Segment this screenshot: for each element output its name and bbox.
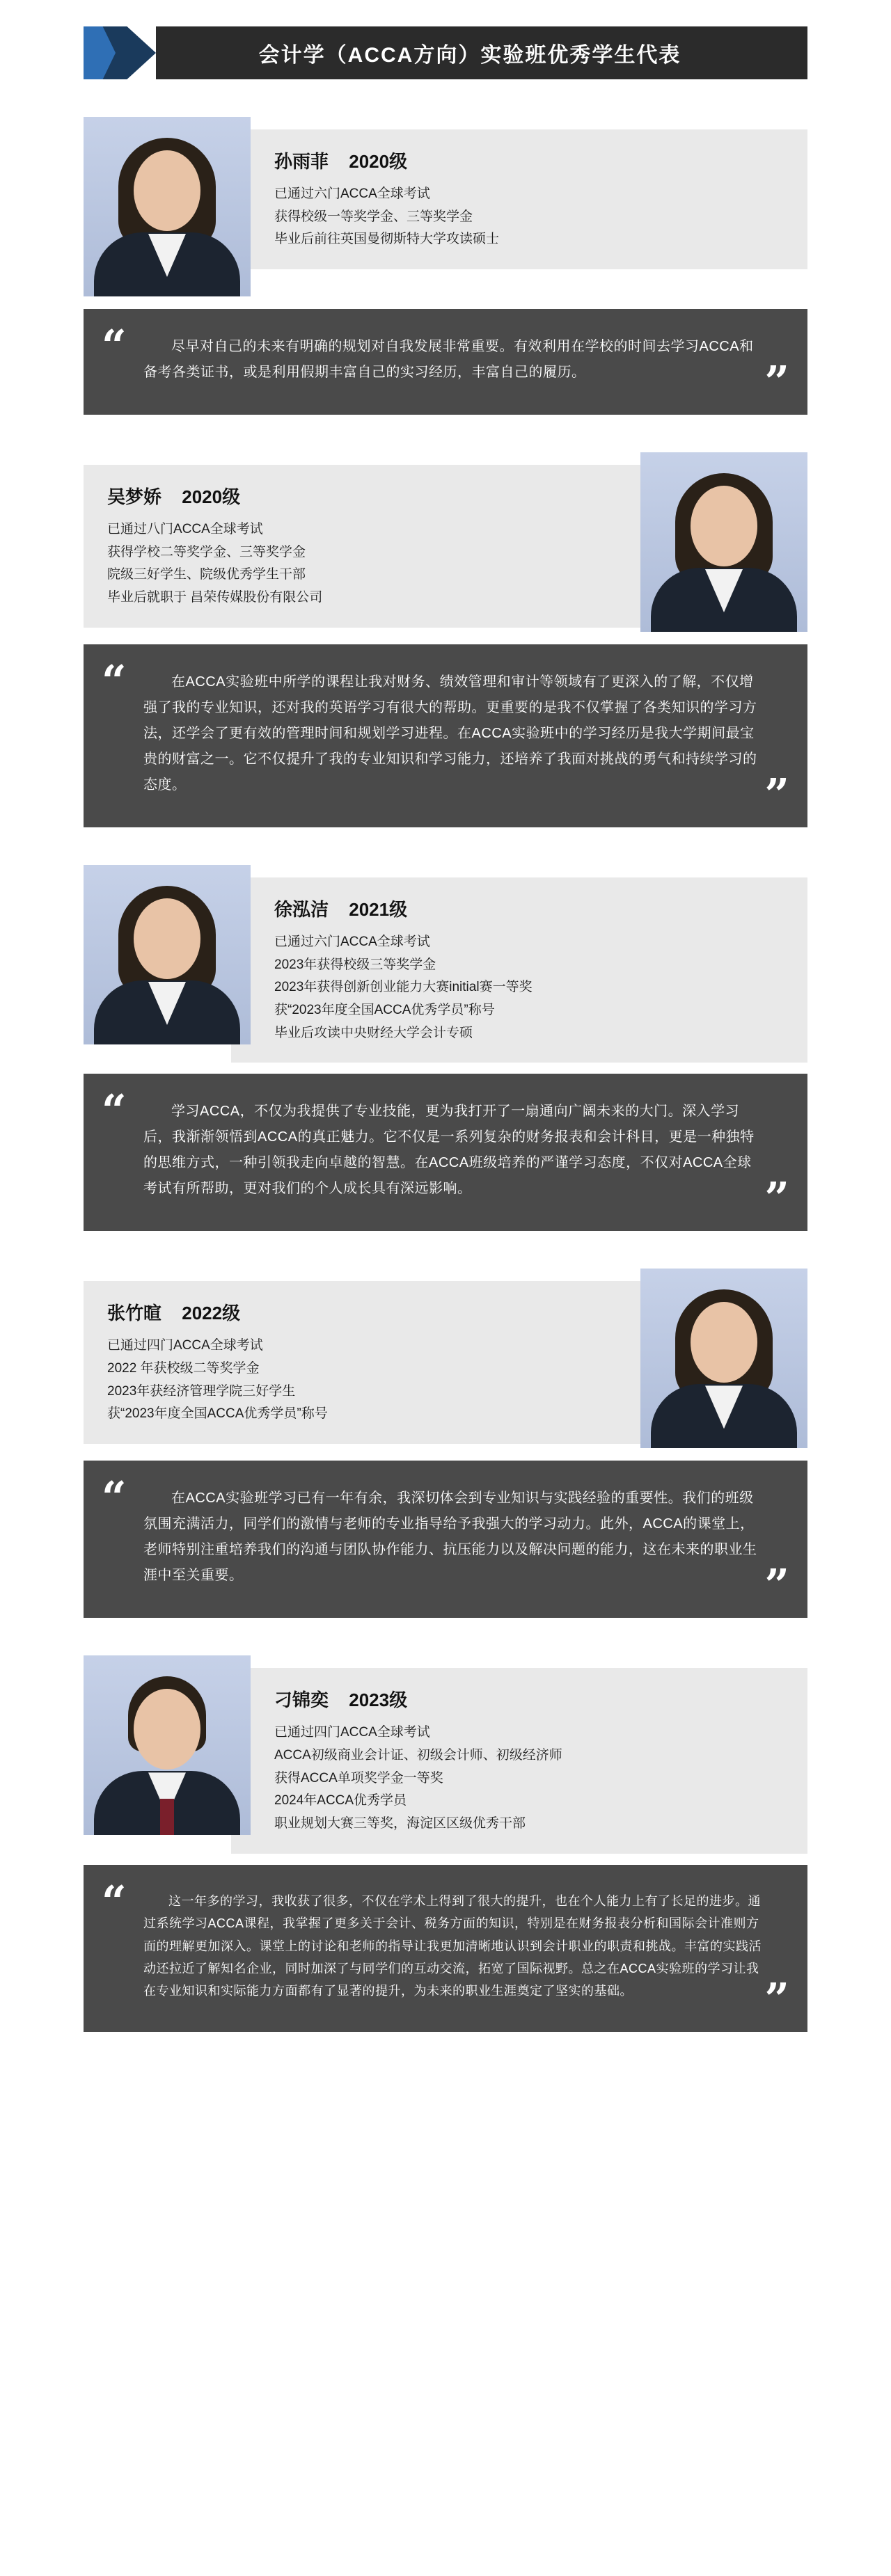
student-card <box>0 1231 891 1618</box>
avatar <box>84 117 251 296</box>
quote-open-icon: “ <box>102 1472 127 1523</box>
profile-row <box>84 1655 807 1853</box>
quote-card <box>84 644 807 827</box>
list-item: 2023年获经济管理学院三好学生 <box>107 1383 296 1399</box>
header-banner <box>0 0 891 79</box>
student-card <box>0 415 891 827</box>
quote-close-icon: ” <box>764 1559 789 1611</box>
achievement-list <box>274 1722 784 1835</box>
quote-text: 学习ACCA，不仅为我提供了专业技能，更为我打开了一扇通向广阔未来的大门。深入学习后，我渐渐领悟到ACCA的真正魅力。它不仅是一系列复杂的财务报表和会计科目，更是一种独特的思维方式，一种引领我走向卓越的智慧。在ACCA班级培养的严谨学习态度，不仅对ACCA全球考试有所帮助，更对我们的个人成长具有深远影响。 <box>143 1104 755 1197</box>
avatar <box>640 1269 807 1448</box>
student-card <box>0 79 891 415</box>
quote-text: 在ACCA实验班学习已有一年有余，我深切体会到专业知识与实践经验的重要性。我们的班级氛围充满活力，同学们的激情与老师的专业指导给予我强大的学习动力。此外，ACCA的课堂上，老师特别注重培养我们的沟通与团队协作能力、抗压能力以及解决问题的能力，这在未来的职业生涯中至关重要。 <box>143 1490 757 1584</box>
student-name: 刁锦奕 <box>274 1689 329 1711</box>
list-item: 已通过四门ACCA全球考试 <box>274 1725 430 1740</box>
avatar <box>84 865 251 1044</box>
profile-info <box>84 1281 660 1444</box>
list-item: 毕业后前往英国曼彻斯特大学攻读硕士 <box>274 232 500 247</box>
list-item: 获“2023年度全国ACCA优秀学员”称号 <box>107 1406 328 1422</box>
achievement-list <box>107 518 617 610</box>
list-item: 获得校级一等奖学金、三等奖学金 <box>274 209 473 224</box>
student-grade: 2020级 <box>349 151 408 172</box>
profile-row <box>84 1269 807 1449</box>
profile-info <box>84 465 660 628</box>
achievement-list <box>107 1335 617 1426</box>
student-name-line <box>107 483 617 509</box>
quote-card <box>84 1865 807 2032</box>
student-name-line <box>274 148 784 173</box>
quote-close-icon: ” <box>764 1973 789 2024</box>
student-name: 张竹暄 <box>107 1303 162 1324</box>
list-item: 2022 年获校级二等奖学金 <box>107 1361 260 1376</box>
quote-close-icon: ” <box>764 356 789 407</box>
profile-info <box>231 877 807 1063</box>
student-grade: 2023级 <box>349 1689 408 1711</box>
quote-text: 在ACCA实验班中所学的课程让我对财务、绩效管理和审计等领域有了更深入的了解，不仅增强了我的专业知识，还对我的英语学习有很大的帮助。更重要的是我不仅掌握了各类知识的学习方法，还学会了更有效的管理时间和规划学习进程。在ACCA实验班中的学习经历是我大学期间最宝贵的财富之一。它不仅提升了我的专业知识和学习能力，还培养了我面对挑战的勇气和持续学习的态度。 <box>143 674 757 793</box>
quote-card <box>84 1461 807 1618</box>
list-item: ACCA初级商业会计证、初级会计师、初级经济师 <box>274 1748 562 1763</box>
student-grade: 2022级 <box>182 1303 241 1324</box>
quote-close-icon: ” <box>764 1172 789 1224</box>
student-name: 吴梦娇 <box>107 486 162 507</box>
avatar <box>640 452 807 632</box>
list-item: 毕业后就职于 昌荣传媒股份有限公司 <box>107 590 323 605</box>
banner-arrow-icon <box>84 26 156 79</box>
student-card <box>0 1618 891 2031</box>
page-title: 会计学（ACCA方向）实验班优秀学生代表 <box>156 26 807 79</box>
list-item: 2023年获得校级三等奖学金 <box>274 957 436 972</box>
quote-text: 这一年多的学习，我收获了很多，不仅在学术上得到了很大的提升，也在个人能力上有了长足的进步。通过系统学习ACCA课程，我掌握了更多关于会计、税务方面的知识，特别是在财务报表分析和国际会计准则方面的理解更加深入。课堂上的讨论和老师的指导让我更加清晰地认识到会计职业的职责和挑战。丰富的实践活动还拉近了解知名企业，同时加深了与同学们的互动交流，拓宽了国际视野。总之在ACCA实验班的学习让我在专业知识和实际能力方面都有了显著的提升，为未来的职业生涯奠定了坚实的基础。 <box>143 1893 762 1998</box>
profile-row <box>84 117 807 298</box>
list-item: 院级三好学生、院级优秀学生干部 <box>107 567 306 582</box>
list-item: 获“2023年度全国ACCA优秀学员”称号 <box>274 1003 495 1018</box>
student-grade: 2020级 <box>182 486 241 507</box>
quote-text: 尽早对自己的未来有明确的规划对自我发展非常重要。有效利用在学校的时间去学习ACCA和备考各类证书，或是利用假期丰富自己的实习经历，丰富自己的履历。 <box>143 339 754 380</box>
quote-open-icon: “ <box>102 655 127 706</box>
list-item: 毕业后攻读中央财经大学会计专硕 <box>274 1025 473 1040</box>
quote-card <box>84 1074 807 1231</box>
student-name-line <box>274 896 784 921</box>
list-item: 获得学校二等奖学金、三等奖学金 <box>107 544 306 559</box>
list-item: 已通过八门ACCA全球考试 <box>107 522 263 536</box>
student-name: 徐泓洁 <box>274 899 329 920</box>
banner <box>84 26 807 79</box>
list-item: 已通过六门ACCA全球考试 <box>274 935 430 949</box>
achievement-list <box>274 183 784 251</box>
avatar <box>84 1655 251 1835</box>
list-item: 职业规划大赛三等奖，海淀区区级优秀干部 <box>274 1816 526 1831</box>
student-name-line <box>107 1299 617 1325</box>
quote-open-icon: “ <box>102 1875 127 1927</box>
quote-open-icon: “ <box>102 320 127 371</box>
quote-card <box>84 309 807 415</box>
list-item: 已通过六门ACCA全球考试 <box>274 186 430 201</box>
student-name-line <box>274 1686 784 1712</box>
profile-info <box>231 129 807 269</box>
student-name: 孙雨菲 <box>274 151 329 172</box>
profile-row <box>84 452 807 633</box>
list-item: 2024年ACCA优秀学员 <box>274 1793 407 1808</box>
student-grade: 2021级 <box>349 899 408 920</box>
profile-info <box>231 1668 807 1853</box>
profile-row <box>84 865 807 1063</box>
student-card <box>0 827 891 1231</box>
list-item: 2023年获得创新创业能力大赛initial赛一等奖 <box>274 980 533 995</box>
list-item: 获得ACCA单项奖学金一等奖 <box>274 1770 443 1786</box>
quote-open-icon: “ <box>102 1085 127 1136</box>
quote-close-icon: ” <box>764 769 789 820</box>
achievement-list <box>274 931 784 1044</box>
list-item: 已通过四门ACCA全球考试 <box>107 1338 263 1353</box>
